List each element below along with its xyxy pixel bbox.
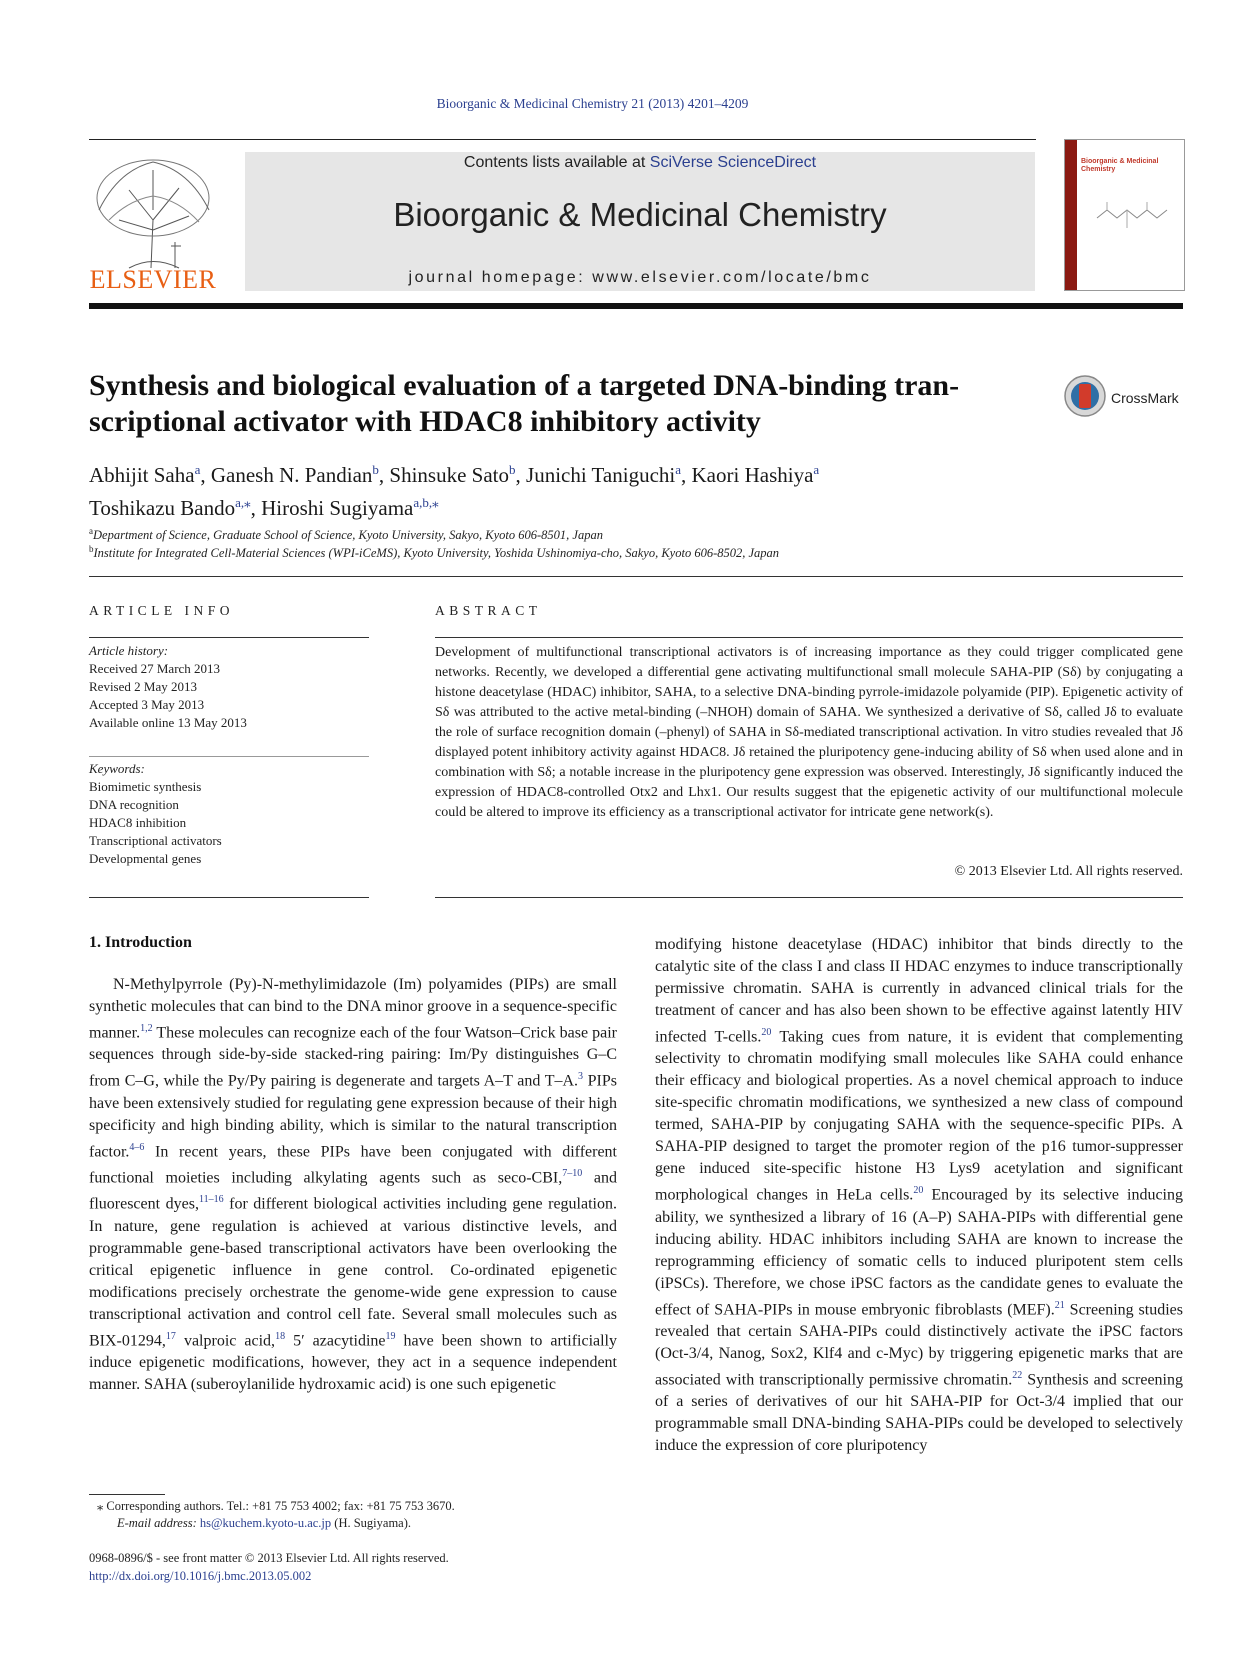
- keyword-item: HDAC8 inhibition: [89, 815, 187, 830]
- abstract-heading: ABSTRACT: [435, 603, 542, 618]
- affiliation-rule: [89, 576, 1183, 577]
- affiliation-a: [89, 526, 1183, 543]
- body-text-run: Screening studies revealed that certain SAHA-PIPs could distinctively activate the iPSC factors (Oct-3/4, Nanog, Sox2, Klf4 and c-Myc) by triggering epigenetic marks that are associated with transcriptionally permissive chromatin.: [655, 1300, 1183, 1389]
- affiliation-b: [89, 544, 1183, 561]
- body-text-run: 5′ azacytidine: [285, 1331, 386, 1349]
- abstract-copyright: © 2013 Elsevier Ltd. All rights reserved.: [954, 864, 1183, 879]
- journal-homepage[interactable]: journal homepage: www.elsevier.com/locate/bmc: [408, 269, 872, 286]
- email-footnote: [117, 1516, 637, 1531]
- citation-link[interactable]: 19: [385, 1330, 396, 1342]
- keywords-label: Keywords:: [89, 761, 145, 776]
- author-separator: ,: [378, 463, 390, 487]
- author-affil-mark[interactable]: a,⁎: [235, 495, 251, 510]
- author-name: Toshikazu Bando: [89, 496, 236, 520]
- body-column-left: [89, 974, 617, 1396]
- author-affil-mark[interactable]: a,b,⁎: [413, 495, 439, 510]
- author-name: Ganesh N. Pandian: [210, 463, 373, 487]
- issn-line: 0968-0896/$ - see front matter © 2013 Elsevier Ltd. All rights reserved.: [89, 1551, 449, 1565]
- author-name: Shinsuke Sato: [389, 463, 510, 487]
- history-item: Available online 13 May 2013: [89, 715, 247, 730]
- email-suffix: (H. Sugiyama).: [331, 1516, 412, 1530]
- author-line-2: [89, 489, 1089, 522]
- history-item: Revised 2 May 2013: [89, 679, 197, 694]
- abstract-text: Development of multifunctional transcriptional activators is of increasing importance as they could trigger complicated gene networks. Recently, we developed a differential gene activating multifunctional small molecule SAHA-PIP (Sδ) by conjugating a histone deacetylase (HDAC) inhibitor, SAHA, to a selective DNA-binding pyrrole-imidazole polyamide (PIP). Epigenetic activity of Sδ was attributed to the active metal-binding (–NHOH) domain of SAHA. We synthesized a derivative of Sδ, called Jδ to evaluate the role of surface recognition domain (–phenyl) of SAHA in Sδ-mediated transcriptional activation. In vitro studies revealed that Jδ displayed potent inhibitory activity against HDAC8. Jδ retained the pluripotency gene-inducing ability of Sδ when used alone and in combination with Sδ; a notable increase in the pluripotency gene expression was observed. Interestingly, Jδ significantly induced the expression of HDAC8-controlled Otx2 and Lhx1. Our results suggest that the epigenetic activity of our multifunctional molecule could be altered to improve its efficiency as a transcriptional activator for intricate gene network(s).: [435, 645, 1183, 820]
- body-text-run: and fluorescent dyes,: [89, 1169, 617, 1213]
- citation-link[interactable]: 4–6: [129, 1141, 145, 1153]
- email-label: E-mail address:: [117, 1516, 200, 1530]
- history-item: Received 27 March 2013: [89, 661, 221, 676]
- author-affil-mark[interactable]: a: [813, 462, 820, 477]
- email-link[interactable]: hs@kuchem.kyoto-u.ac.jp: [199, 1516, 332, 1530]
- article-info-heading: ARTICLE INFO: [89, 603, 235, 618]
- affiliation-text: Institute for Integrated Cell-Material Sciences (WPI-iCeMS), Kyoto University, Yoshida Ushinomiya-cho, Sakyo, Kyoto 606-8502, Japan: [93, 546, 780, 561]
- footnote-rule: [89, 1494, 165, 1495]
- contents-prefix: Contents lists available at: [463, 154, 650, 171]
- author-affil-mark[interactable]: b: [372, 462, 379, 477]
- body-text-run: have been shown to artificially induce epigenetic modifications, however, they act in a sequence independent manner. SAHA (suberoylanilide hydroxamic acid) is one such epigenetic: [89, 1331, 617, 1393]
- author-affil-mark[interactable]: a: [675, 462, 682, 477]
- author-name: Junichi Taniguchi: [526, 463, 676, 487]
- author-line-1: [89, 456, 1089, 489]
- body-text-run: modifying histone deacetylase (HDAC) inhibitor that binds directly to the catalytic site of the class I and class II HDAC enzymes to induce transcriptionally permissive chromatin. SAHA is currently in advanced clinical trials for the treatment of cancer and has also been shown to be effective against latently HIV infected T-cells.: [655, 936, 1183, 1046]
- body-column-right: [655, 934, 1183, 1457]
- author-affil-mark[interactable]: b: [509, 462, 516, 477]
- journal-cover-thumbnail: [1064, 139, 1185, 291]
- citation-link[interactable]: 18: [275, 1330, 286, 1342]
- history-item: Accepted 3 May 2013: [89, 697, 205, 712]
- body-text-run: In recent years, these PIPs have been conjugated with different functional moieties including alkylating agents such as seco-CBI,: [89, 1142, 617, 1187]
- body-text-run: N-Methylpyrrole (Py)-N-methylimidazole (Im) polyamides (PIPs) are small synthetic molecules that can bind to the DNA minor groove in a sequence-specific manner.: [89, 976, 617, 1042]
- author-name: Abhijit Saha: [89, 463, 195, 487]
- abstract-bottom-rule: [435, 897, 1183, 898]
- keyword-item: Biomimetic synthesis: [89, 779, 202, 794]
- body-text-run: Taking cues from nature, it is evident that complementing selectivity to chromatin modifying small molecules like SAHA could enhance their efficacy and biological properties. As a novel chemical approach to induce site-specific chromatin modifications, we synthesized a new class of compound termed, SAHA-PIP by conjugating SAHA with the sequence-specific PIPs. A SAHA-PIP designed to target the promoter region of the p16 tumor-suppresser gene induced site-specific histone H3 Lys9 acetylation and significant morphological changes in HeLa cells.: [655, 1028, 1184, 1204]
- header-rule: [89, 139, 1036, 140]
- author-separator: ,: [681, 463, 692, 487]
- keywords: [89, 760, 369, 868]
- body-text-run: PIPs have been extensively studied for regulating gene expression because of their high specificity and high binding ability, which is similar to the natural transcription factor.: [89, 1072, 617, 1160]
- body-text-run: These molecules can recognize each of the four Watson–Crick base pair sequences through side-by-side stacked-ring pairing: Im/Py distinguishes G–C from C–G, while the Py/Py pairing is degenerate and targets A–T and T–A.: [89, 1024, 617, 1090]
- citation-link[interactable]: 21: [1054, 1299, 1065, 1311]
- journal-reference[interactable]: Bioorganic & Medicinal Chemistry 21 (2013) 4201–4209: [436, 96, 749, 111]
- contents-line: [245, 154, 1035, 172]
- paper-title: Synthesis and biological evaluation of a targeted DNA-binding tran-scriptional activator with HDAC8 inhibitory activity: [89, 369, 960, 438]
- author-name: Hiroshi Sugiyama: [261, 496, 414, 520]
- article-info-divider: [89, 756, 369, 757]
- author-separator: ,: [250, 496, 262, 520]
- doi-link[interactable]: http://dx.doi.org/10.1016/j.bmc.2013.05.002: [89, 1569, 312, 1583]
- citation-link[interactable]: 3: [578, 1071, 584, 1083]
- citation-link[interactable]: 20: [913, 1185, 924, 1197]
- citation-link[interactable]: 1,2: [140, 1023, 153, 1034]
- citation-link[interactable]: 17: [165, 1330, 176, 1342]
- citation-link[interactable]: 7–10: [562, 1167, 583, 1179]
- author-affil-mark[interactable]: a: [194, 462, 201, 477]
- elsevier-wordmark: ELSEVIER: [89, 265, 217, 294]
- citation-link[interactable]: 20: [761, 1027, 772, 1038]
- corresponding-author-footnote: ⁎ Corresponding authors. Tel.: +81 75 753 4002; fax: +81 75 753 3670.: [97, 1499, 455, 1513]
- article-history: [89, 642, 369, 732]
- article-info-rule: [89, 637, 369, 638]
- body-text-run: for different biological activities including gene regulation. In nature, gene regulation is achieved at various distinctive levels, and programmable gene-based transcriptional activators have been overlooking the critical epigenetic influence in gene control. Co-ordinated epigenetic modifications precisely orchestrate the genome-wide gene expression to cause transcriptional activation and control cell fate. Several small molecules such as BIX-01294,: [89, 1195, 617, 1349]
- body-text-run: Synthesis and screening of a series of derivatives of our hit SAHA-PIP for Oct-3/4 implied that our programmable small DNA-binding SAHA-PIPs could be developed to selectively induce the expression of core pluripotency: [655, 1371, 1183, 1455]
- citation-link[interactable]: 11–16: [198, 1194, 224, 1206]
- affiliation-mark: a: [89, 526, 93, 536]
- keyword-item: Transcriptional activators: [89, 833, 222, 848]
- cover-title: Bioorganic & Medicinal Chemistry: [1081, 158, 1159, 173]
- sciencedirect-link[interactable]: SciVerse ScienceDirect: [649, 154, 817, 171]
- keyword-item: Developmental genes: [89, 851, 202, 866]
- author-list: [89, 456, 1089, 522]
- history-label: Article history:: [89, 643, 169, 658]
- masthead-rule: [89, 303, 1183, 309]
- keyword-item: DNA recognition: [89, 797, 179, 812]
- body-text-run: Encouraged by its selective inducing ability, we synthesized a library of 16 (A–P) SAHA-PIPs with differential gene inducing ability. HDAC inhibitors including SAHA are known to increase the reprogramming efficiency of somatic cells to induced pluripotent stem cells (iPSCs). Therefore, we chose iPSC factors as the candidate genes to evaluate the effect of SAHA-PIPs in mouse embryonic fibroblasts (MEF).: [655, 1186, 1184, 1318]
- journal-title: Bioorganic & Medicinal Chemistry: [393, 196, 887, 233]
- author-separator: ,: [515, 463, 527, 487]
- crossmark-label[interactable]: CrossMark: [1111, 390, 1179, 406]
- section-heading-introduction: 1. Introduction: [89, 934, 192, 951]
- affiliation-text: Department of Science, Graduate School of Science, Kyoto University, Sakyo, Kyoto 606-8501, Japan: [93, 528, 603, 543]
- citation-link[interactable]: 22: [1012, 1369, 1023, 1381]
- author-name: Kaori Hashiya: [691, 463, 814, 487]
- cover-band: [1065, 140, 1077, 290]
- author-separator: ,: [200, 463, 211, 487]
- cover-molecule-graphic: [1095, 198, 1175, 238]
- article-info-bottom-rule: [89, 897, 369, 898]
- body-text-run: valproic acid,: [175, 1331, 276, 1349]
- affiliation-mark: b: [89, 544, 94, 554]
- abstract-rule: [435, 637, 1183, 638]
